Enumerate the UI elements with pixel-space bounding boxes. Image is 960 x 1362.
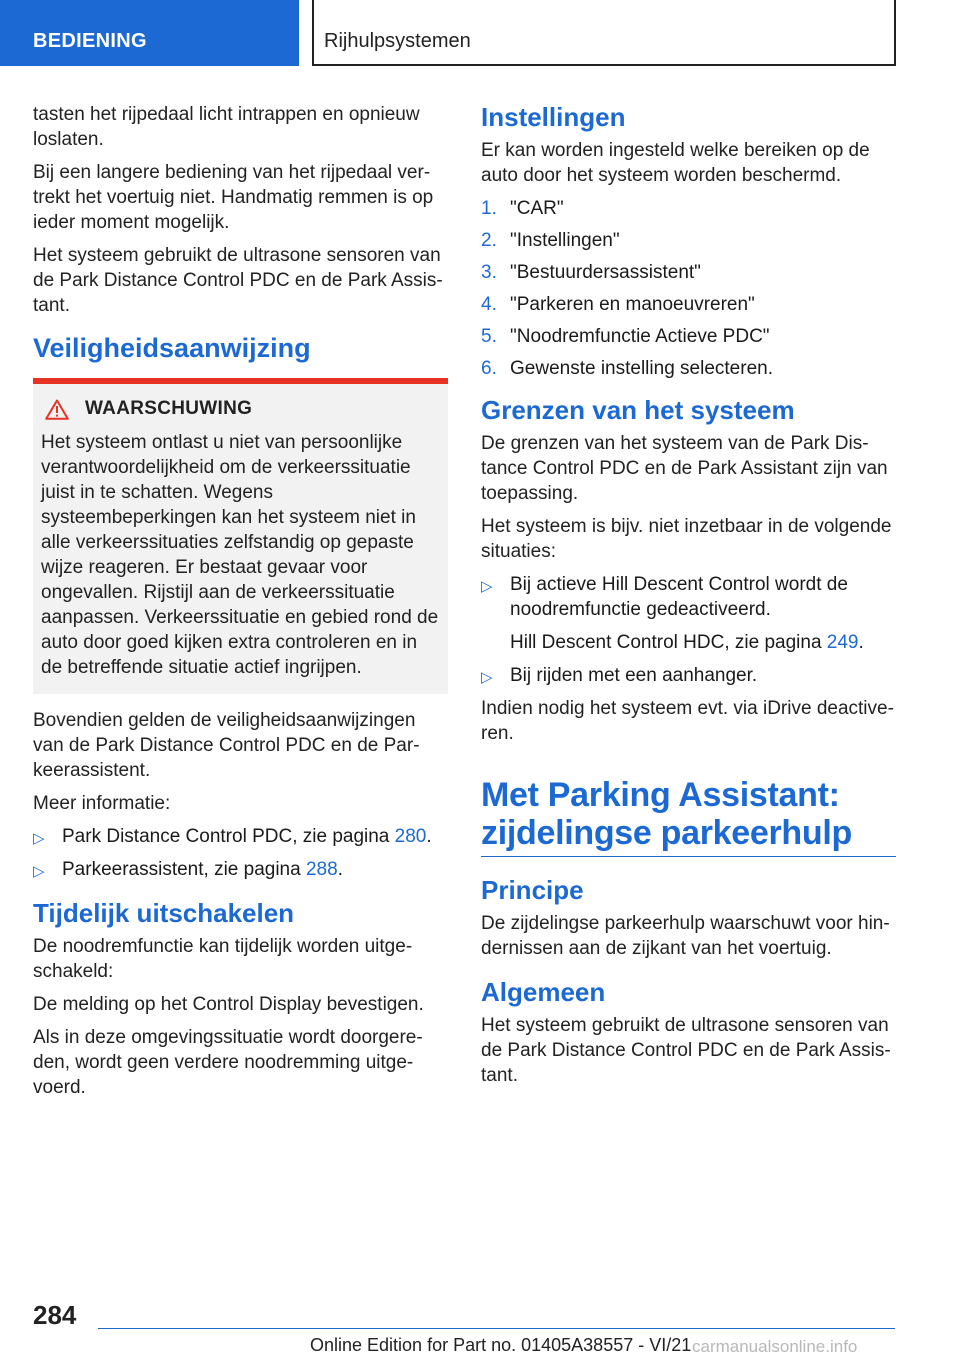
warning-title: WAARSCHUWING (85, 398, 253, 419)
triangle-bullet-icon: ▷ (33, 863, 45, 880)
paragraph: tasten het rijpedaal licht intrappen en opnieuw loslaten. (33, 104, 420, 150)
section-title: BEDIENING (33, 30, 147, 52)
safety-heading: Veiligheidsaanwijzing (33, 333, 311, 363)
paragraph: Het systeem gebruikt de ultrasone sensoren van de Park Distance Control PDC en de Park Assistant. (481, 1015, 891, 1086)
heading-rule (481, 856, 896, 857)
sub-reference: Hill Descent Control HDC, zie pagina 249. (510, 632, 864, 653)
paragraph: Als in deze omgevingssituatie wordt doorgereden, wordt geen verdere noodremming uitgevoerd. (33, 1027, 423, 1098)
triangle-bullet-icon: ▷ (33, 830, 45, 847)
list-item: ▷ Bij actieve Hill Descent Control wordt de noodremfunctie gedeactiveerd. Hill Descent Control HDC, zie pagina 249. (481, 572, 896, 655)
footer-rule (98, 1328, 895, 1329)
list-item: ▷ Parkeerassistent, zie pagina 288. (33, 857, 448, 882)
paragraph: Bij een langere bediening van het rijpedaal vertrekt het voertuig niet. Handmatig remmen is op ieder moment mogelijk. (33, 162, 434, 233)
page-link[interactable]: 249 (826, 632, 859, 653)
list-item: 1. "CAR" (481, 198, 564, 219)
disable-heading: Tijdelijk uitschakelen (33, 898, 295, 928)
paragraph: De zijdelingse parkeerhulp waarschuwt voor hindernissen aan de zijkant van het voertuig. (481, 913, 890, 959)
paragraph: De melding op het Control Display bevestigen. (33, 994, 424, 1015)
section-tab (0, 0, 299, 66)
general-heading: Algemeen (481, 977, 606, 1007)
paragraph: Het systeem is bijv. niet inzetbaar in de volgende situaties: (481, 516, 892, 562)
right-column (481, 102, 896, 1096)
page-number: 284 (33, 1300, 77, 1330)
triangle-bullet-icon: ▷ (481, 669, 493, 686)
list-item: 2. "Instellingen" (481, 230, 620, 251)
page-link[interactable]: 288 (305, 859, 338, 880)
list-item: ▷ Bij rijden met een aanhanger. (481, 663, 896, 688)
paragraph: De grenzen van het systeem van de Park Distance Control PDC en de Park Assistant zijn van toepassing. (481, 433, 888, 504)
list-item: 3. "Bestuurdersassistent" (481, 262, 701, 283)
principle-heading: Principe (481, 875, 584, 905)
limits-heading: Grenzen van het systeem (481, 395, 795, 425)
watermark: carmanualsonline.info (692, 1337, 858, 1356)
list-item: 6. Gewenste instelling selecteren. (481, 358, 773, 379)
paragraph: De noodremfunctie kan tijdelijk worden uitgeschakeld: (33, 936, 413, 982)
warning-box (33, 378, 448, 694)
paragraph: Meer informatie: (33, 793, 171, 814)
list-item: 4. "Parkeren en manoeuvreren" (481, 294, 755, 315)
chapter-heading-line: Met Parking Assistant: (481, 776, 840, 814)
paragraph: Het systeem gebruikt de ultrasone sensoren van de Park Distance Control PDC en de Park Assistant. (33, 245, 443, 316)
paragraph: Bovendien gelden de veiligheidsaanwijzingen van de Park Distance Control PDC en de Parkeerassistent. (33, 710, 420, 781)
warning-header (41, 398, 440, 420)
reference-list (33, 824, 448, 882)
settings-steps (481, 196, 896, 381)
limits-list (481, 572, 896, 688)
list-item: ▷ Park Distance Control PDC, zie pagina 280. (33, 824, 448, 849)
paragraph: Er kan worden ingesteld welke bereiken op de auto door het systeem worden beschermd. (481, 140, 870, 186)
chapter-title: Rijhulpsystemen (324, 30, 471, 52)
warning-triangle-icon (45, 399, 69, 420)
chapter-header (312, 0, 896, 66)
chapter-heading (481, 776, 896, 852)
paragraph: Indien nodig het systeem evt. via iDrive deactiveren. (481, 698, 894, 744)
edition-text: Online Edition for Part no. 01405A38557 - VI/21 (310, 1335, 692, 1355)
settings-heading: Instellingen (481, 102, 626, 132)
list-item: 5. "Noodremfunctie Actieve PDC" (481, 326, 770, 347)
left-column (33, 102, 448, 1108)
page-link[interactable]: 280 (394, 826, 427, 847)
triangle-bullet-icon: ▷ (481, 578, 493, 595)
warning-text: Het systeem ontlast u niet van persoonlijke verantwoordelijkheid om de verkeerssituatie juist in te schatten. Wegens systeembeperkingen kan het systeem niet in alle verkeerssituaties zelfstandig op gepaste wijze reageren. Er bestaat gevaar voor ongevallen. Rijstijl aan de verkeerssituatie aanpassen. Verkeerssituatie en gebied rond de auto door goed kijken extra controleren en in de betreffende situatie actief ingrijpen. (41, 432, 439, 678)
chapter-heading-line: zijdelingse parkeerhulp (481, 814, 852, 852)
